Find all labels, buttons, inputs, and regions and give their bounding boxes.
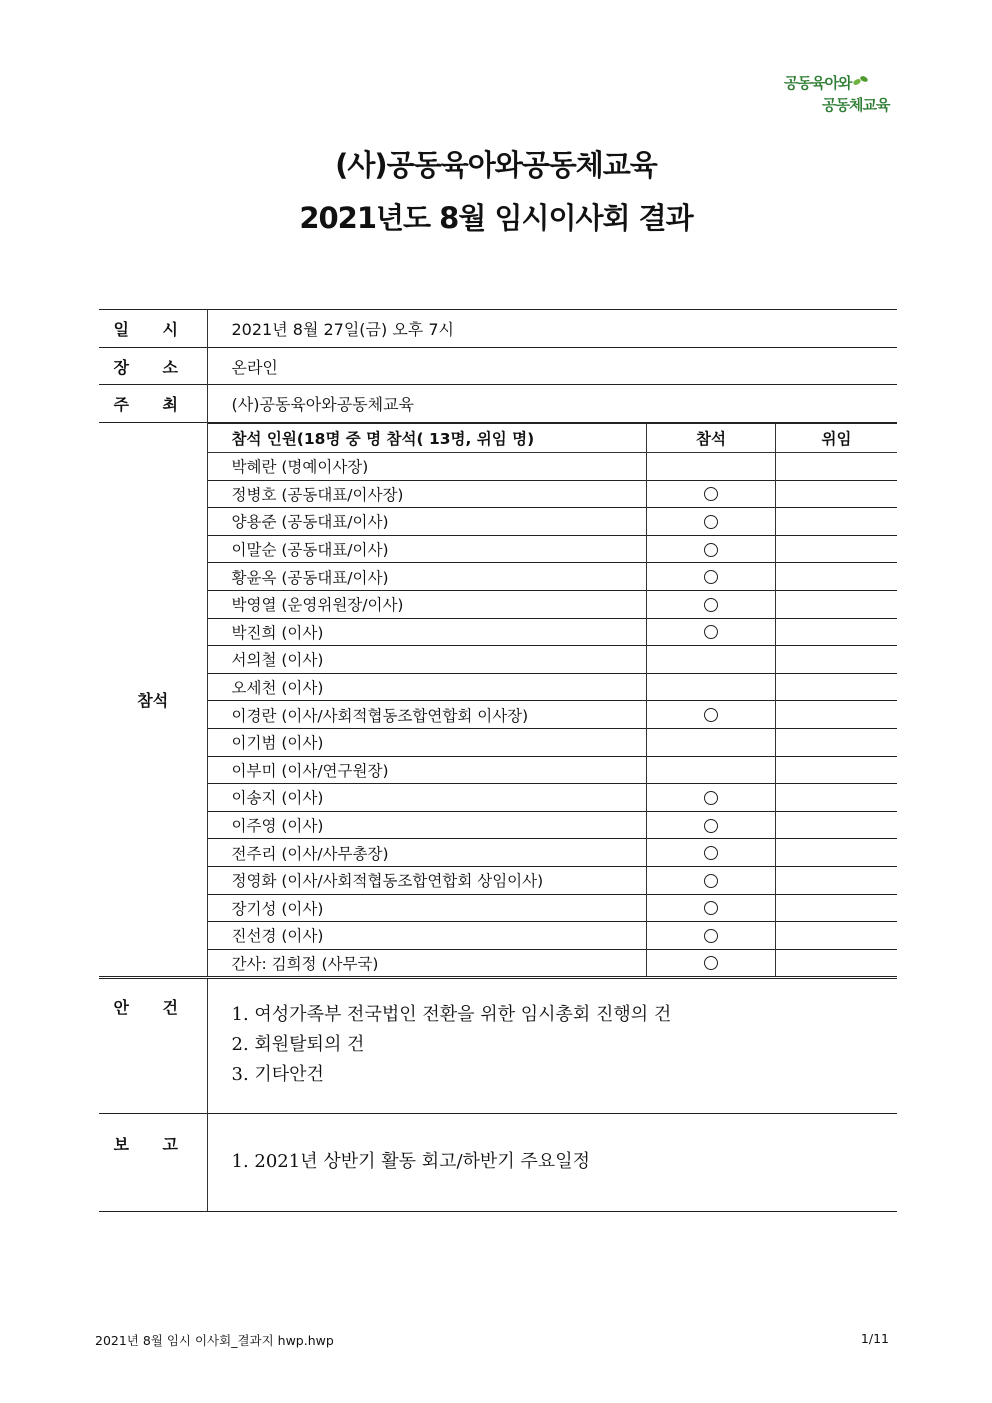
attendee-name: 박진희 (이사) — [208, 618, 647, 646]
attendee-row — [208, 922, 898, 950]
info-row-place — [99, 348, 897, 385]
attendee-row — [208, 453, 898, 481]
attendee-row — [208, 866, 898, 894]
attendee-name: 전주리 (이사/사무총장) — [208, 839, 647, 867]
attendee-present-cell — [647, 535, 776, 563]
attendee-name: 장기성 (이사) — [208, 894, 647, 922]
agenda-item: 1. 여성가족부 전국법인 전환을 위한 임시총회 진행의 건 — [231, 1004, 672, 1026]
present-circle-icon — [704, 874, 718, 888]
attendee-present-cell — [647, 701, 776, 729]
place-value: 온라인 — [207, 348, 897, 385]
attendee-proxy-cell — [776, 949, 898, 976]
attendee-row — [208, 618, 898, 646]
attendee-present-cell — [647, 839, 776, 867]
attendee-name: 간사: 김희정 (사무국) — [208, 949, 647, 976]
present-circle-icon — [704, 819, 718, 833]
attendee-name: 박영열 (운영위원장/이사) — [208, 590, 647, 618]
attendee-row — [208, 508, 898, 536]
attendance-row — [99, 423, 897, 978]
report-row — [99, 1114, 897, 1212]
agenda-list — [207, 978, 897, 1114]
attendee-name: 이부미 (이사/연구원장) — [208, 756, 647, 784]
present-circle-icon — [704, 956, 718, 970]
attendee-row — [208, 563, 898, 591]
host-label: 주 최 — [99, 385, 207, 423]
organization-logo — [784, 72, 896, 122]
attendee-row — [208, 894, 898, 922]
present-circle-icon — [704, 929, 718, 943]
attendee-proxy-cell — [776, 784, 898, 812]
attendee-name: 이경란 (이사/사회적협동조합연합회 이사장) — [208, 701, 647, 729]
report-label: 보 고 — [99, 1114, 207, 1212]
present-circle-icon — [704, 708, 718, 722]
present-circle-icon — [704, 846, 718, 860]
attendee-proxy-cell — [776, 480, 898, 508]
attendee-name: 오세천 (이사) — [208, 673, 647, 701]
agenda-label: 안 건 — [99, 978, 207, 1114]
attendee-proxy-cell — [776, 563, 898, 591]
attendee-proxy-cell — [776, 756, 898, 784]
attendee-proxy-cell — [776, 839, 898, 867]
attendee-proxy-cell — [776, 535, 898, 563]
datetime-label: 일 시 — [99, 310, 207, 348]
attendee-name: 이송지 (이사) — [208, 784, 647, 812]
attendee-row — [208, 949, 898, 976]
attendee-row — [208, 756, 898, 784]
info-row-datetime — [99, 310, 897, 348]
present-column-header: 참석 — [647, 424, 776, 453]
attendee-name: 양용준 (공동대표/이사) — [208, 508, 647, 536]
attendance-list — [208, 453, 898, 977]
attendee-row — [208, 839, 898, 867]
attendee-name: 이말순 (공동대표/이사) — [208, 535, 647, 563]
present-circle-icon — [704, 487, 718, 501]
agenda-item: 3. 기타안건 — [231, 1064, 324, 1086]
footer-page-number: 1/11 — [860, 1331, 889, 1346]
attendee-row — [208, 590, 898, 618]
attendee-row — [208, 811, 898, 839]
attendee-proxy-cell — [776, 701, 898, 729]
attendee-present-cell — [647, 922, 776, 950]
attendee-row — [208, 535, 898, 563]
logo-line2: 공동체교육 — [822, 96, 890, 114]
present-circle-icon — [704, 570, 718, 584]
attendee-row — [208, 784, 898, 812]
present-circle-icon — [704, 515, 718, 529]
attendee-name: 정병호 (공동대표/이사장) — [208, 480, 647, 508]
attendee-present-cell — [647, 618, 776, 646]
attendee-proxy-cell — [776, 866, 898, 894]
datetime-value: 2021년 8월 27일(금) 오후 7시 — [207, 310, 897, 348]
present-circle-icon — [704, 598, 718, 612]
attendee-present-cell — [647, 480, 776, 508]
attendee-proxy-cell — [776, 508, 898, 536]
attendance-header — [208, 424, 898, 453]
attendee-row — [208, 646, 898, 674]
place-label: 장 소 — [99, 348, 207, 385]
attendee-name: 서의철 (이사) — [208, 646, 647, 674]
present-circle-icon — [704, 901, 718, 915]
attendee-row — [208, 728, 898, 756]
present-circle-icon — [704, 543, 718, 557]
attendee-name: 황윤옥 (공동대표/이사) — [208, 563, 647, 591]
attendee-present-cell — [647, 866, 776, 894]
attendee-present-cell — [647, 508, 776, 536]
attendee-present-cell — [647, 563, 776, 591]
attendee-proxy-cell — [776, 646, 898, 674]
attendee-name: 진선경 (이사) — [208, 922, 647, 950]
attendee-proxy-cell — [776, 811, 898, 839]
document-title-meeting: 2021년도 8월 임시이사회 결과 — [299, 201, 693, 235]
meeting-result-table — [99, 309, 897, 1212]
sprout-icon — [850, 74, 870, 88]
present-circle-icon — [704, 791, 718, 805]
report-list — [207, 1114, 897, 1212]
attendee-row — [208, 480, 898, 508]
attendee-name: 정영화 (이사/사회적협동조합연합회 상임이사) — [208, 866, 647, 894]
footer-filename: 2021년 8월 임시 이사회_결과지 hwp.hwp — [95, 1333, 334, 1348]
logo-line1: 공동육아와 — [784, 74, 852, 92]
proxy-column-header: 위임 — [776, 424, 898, 453]
attendee-proxy-cell — [776, 894, 898, 922]
attendee-proxy-cell — [776, 453, 898, 481]
attendee-present-cell — [647, 728, 776, 756]
attendee-name: 박혜란 (명예이사장) — [208, 453, 647, 481]
attendee-proxy-cell — [776, 673, 898, 701]
agenda-row — [99, 978, 897, 1114]
attendee-present-cell — [647, 756, 776, 784]
attendance-label: 참석 — [99, 423, 207, 978]
attendee-proxy-cell — [776, 922, 898, 950]
attendee-name: 이주영 (이사) — [208, 811, 647, 839]
attendee-row — [208, 673, 898, 701]
attendance-table — [208, 423, 898, 976]
report-item: 1. 2021년 상반기 활동 회고/하반기 주요일정 — [231, 1151, 590, 1173]
attendee-proxy-cell — [776, 618, 898, 646]
attendee-present-cell — [647, 673, 776, 701]
attendee-row — [208, 701, 898, 729]
attendee-present-cell — [647, 784, 776, 812]
attendance-summary: 참석 인원(18명 중 명 참석( 13명, 위임 명) — [208, 424, 647, 453]
present-circle-icon — [704, 625, 718, 639]
attendee-present-cell — [647, 949, 776, 976]
attendee-proxy-cell — [776, 728, 898, 756]
host-value: (사)공동육아와공동체교육 — [207, 385, 897, 423]
attendee-present-cell — [647, 894, 776, 922]
attendee-present-cell — [647, 811, 776, 839]
document-title-org: (사)공동육아와공동체교육 — [335, 148, 657, 182]
attendee-proxy-cell — [776, 590, 898, 618]
attendee-present-cell — [647, 646, 776, 674]
agenda-item: 2. 회원탈퇴의 건 — [231, 1034, 365, 1056]
attendee-name: 이기범 (이사) — [208, 728, 647, 756]
info-row-host — [99, 385, 897, 423]
attendee-present-cell — [647, 453, 776, 481]
attendee-present-cell — [647, 590, 776, 618]
